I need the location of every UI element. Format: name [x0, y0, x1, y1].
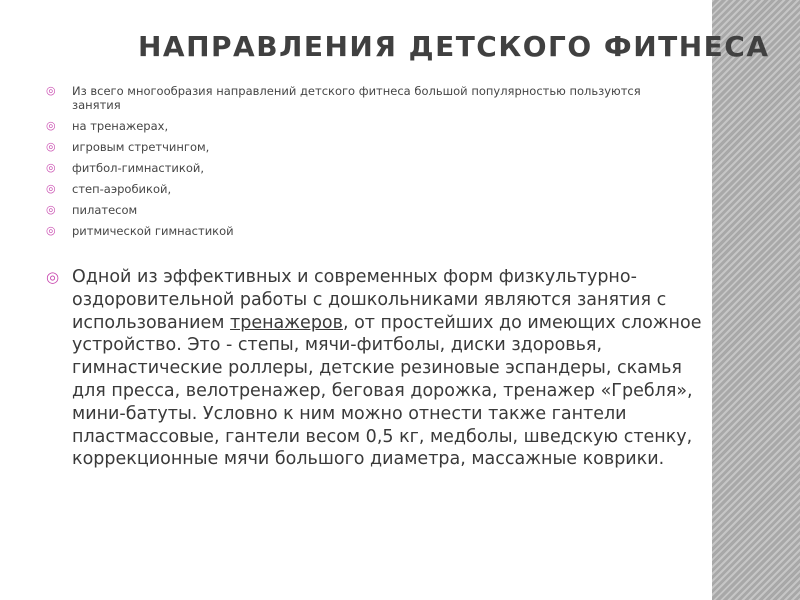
- fitness-directions-list: [46, 84, 686, 245]
- list-item: [46, 140, 686, 154]
- list-item-text: степ-аэробикой,: [72, 182, 172, 196]
- main-paragraph: [46, 266, 706, 471]
- bullet-icon: ◎: [46, 84, 56, 97]
- bullet-icon: ◎: [46, 203, 56, 216]
- bullet-icon: ◎: [46, 268, 60, 286]
- list-item: [46, 119, 686, 133]
- list-item: [46, 182, 686, 196]
- list-item: [46, 84, 686, 112]
- paragraph-text-start: Одной из эффективных и современных форм физкультурно-оздоровительной работы с дошкольниками являются занятия с использованием: [72, 267, 667, 333]
- list-item-text: ритмической гимнастикой: [72, 224, 234, 238]
- paragraph-text-end: , от простейших до имеющих сложное устройство. Это - степы, мячи-фитболы, диски здоровья, гимнастические роллеры, детские резиновые эспандеры, скамья для пресса, велотренажер, беговая дорожка, тренажер «Гребля», мини-батуты. Условно к ним можно отнести также гантели пластмассовые, гантели весом 0,5 кг, медболы, шведскую стенку, коррекционные мячи большого диаметра, массажные коврики.: [72, 312, 702, 470]
- bullet-icon: ◎: [46, 119, 56, 132]
- list-item: [46, 224, 686, 238]
- list-item-text: пилатесом: [72, 203, 138, 217]
- bullet-icon: ◎: [46, 224, 56, 237]
- list-item: [46, 203, 686, 217]
- bullet-icon: ◎: [46, 140, 56, 153]
- trainers-link[interactable]: тренажеров: [230, 312, 343, 333]
- list-item-text: фитбол-гимнастикой,: [72, 161, 204, 175]
- list-item: [46, 161, 686, 175]
- bullet-icon: ◎: [46, 161, 56, 174]
- list-item-text: игровым стретчингом,: [72, 140, 210, 154]
- decorative-stripe: [712, 0, 800, 600]
- slide-title: НАПРАВЛЕНИЯ ДЕТСКОГО ФИТНЕСА: [138, 30, 770, 63]
- list-item-text: Из всего многообразия направлений детского фитнеса большой популярностью пользуются занятия: [72, 84, 641, 112]
- bullet-icon: ◎: [46, 182, 56, 195]
- list-item-text: на тренажерах,: [72, 119, 169, 133]
